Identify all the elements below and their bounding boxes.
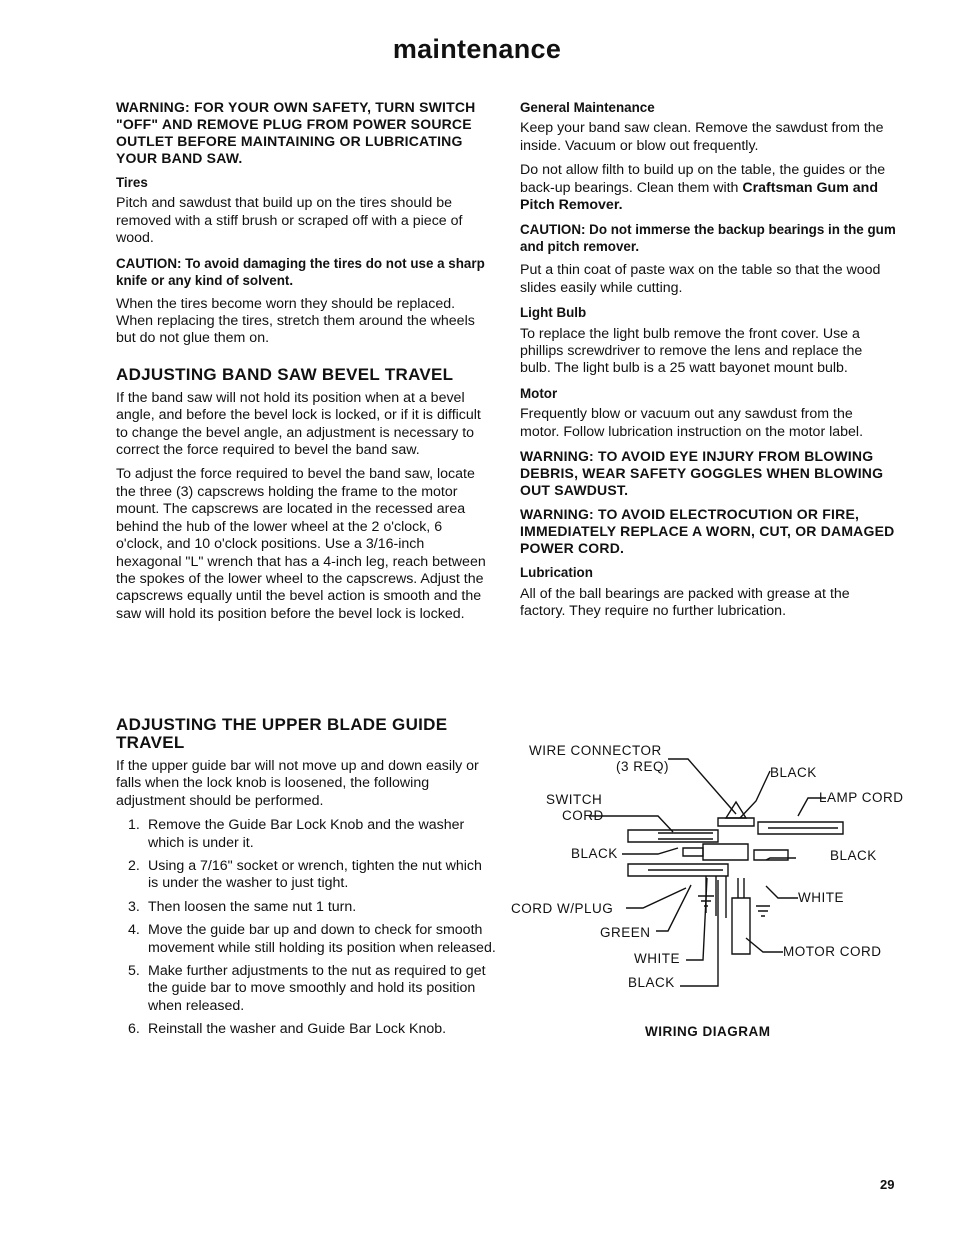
label-white-bottom: WHITE	[634, 951, 680, 966]
motor-heading: Motor	[520, 385, 558, 401]
diagram-caption: WIRING DIAGRAM	[645, 1024, 771, 1039]
leader-line	[656, 885, 691, 931]
leader-line	[746, 938, 783, 952]
eye-injury-warning: WARNING: TO AVOID EYE INJURY FROM BLOWING DEBRIS, WEAR SAFETY GOGGLES WHEN BLOWING OUT SAWDUST.	[520, 448, 884, 499]
leader-line	[740, 771, 770, 818]
light-bulb-heading: Light Bulb	[520, 305, 587, 321]
guide-section	[116, 716, 496, 1045]
label-motor-cord: MOTOR CORD	[783, 944, 882, 959]
guide-step	[116, 963, 496, 1015]
guide-step	[116, 1021, 496, 1038]
guide-steps	[116, 817, 496, 1038]
step-text: Using a 7/16" socket or wrench, tighten the nut which is under the washer to just tight.	[148, 858, 482, 892]
leader-line	[668, 759, 736, 814]
bevel-heading: ADJUSTING BAND SAW BEVEL TRAVEL	[116, 364, 454, 384]
step-text: Reinstall the washer and Guide Bar Lock Knob.	[148, 1021, 447, 1038]
guide-step	[116, 858, 496, 893]
motor-cord	[732, 898, 750, 954]
label-wire-connector: WIRE CONNECTOR	[529, 743, 662, 758]
label-black-top: BLACK	[770, 765, 817, 780]
step-number: 5.	[128, 963, 140, 980]
tires-paragraph-2: When the tires become worn they should be replaced. When replacing the tires, stretch them around the wheels but do not glue them on.	[116, 295, 475, 347]
label-black-left: BLACK	[571, 846, 618, 861]
tires-caution: CAUTION: To avoid damaging the tires do not use a sharp knife or any kind of solvent.	[116, 255, 485, 288]
tires-heading: Tires	[116, 175, 148, 190]
label-switch: SWITCH	[546, 792, 603, 807]
page-title: maintenance	[392, 34, 562, 64]
label-black-right: BLACK	[830, 848, 877, 863]
step-text: Move the guide bar up and down to check for smooth movement while still holding its position when released.	[148, 922, 496, 956]
label-black-bottom: BLACK	[628, 975, 675, 990]
guide-step	[116, 817, 496, 852]
left-column	[116, 99, 491, 630]
guide-step	[116, 899, 496, 916]
label-white-right: WHITE	[798, 890, 844, 905]
step-text: Then loosen the same nut 1 turn.	[148, 898, 357, 915]
leader-line	[626, 888, 686, 908]
label-cord-wplug: CORD W/PLUG	[511, 901, 614, 916]
step-number: 1.	[128, 817, 140, 834]
wiring-diagram	[508, 738, 928, 1048]
lubrication-heading: Lubrication	[520, 565, 593, 581]
tires-paragraph-1: Pitch and sawdust that build up on the tires should be removed with a stiff brush or scraped off with a piece of wood.	[116, 195, 463, 247]
light-bulb-paragraph: To replace the light bulb remove the front cover. Use a phillips screwdriver to remove the lens and replace the bulb. The light bulb is a 25 watt bayonet mount bulb.	[520, 325, 863, 377]
general-paragraph-1: Keep your band saw clean. Remove the sawdust from the inside. Vacuum or blow out frequently.	[520, 120, 884, 154]
guide-step	[116, 922, 496, 957]
general-paragraph-2	[520, 162, 896, 214]
page-number: 29	[880, 1177, 895, 1192]
bevel-paragraph-1: If the band saw will not hold its position when at a bevel angle, and before the bevel lock is locked, or if it is difficult to change the bevel angle, an adjustment is necessary to correct the force required to bevel the band saw.	[116, 389, 481, 459]
general-maintenance-heading: General Maintenance	[520, 100, 655, 115]
step-text: Make further adjustments to the nut as required to get the guide bar to move smoothly and hold its position when released.	[148, 963, 486, 1014]
ground-symbol-right	[756, 906, 770, 916]
label-lamp-cord: LAMP CORD	[819, 790, 904, 805]
safety-warning: WARNING: FOR YOUR OWN SAFETY, TURN SWITCH "OFF" AND REMOVE PLUG FROM POWER SOURCE OUTLET BEFORE MAINTAINING OR LUBRICATING YOUR BAND SAW.	[116, 99, 476, 166]
step-number: 6.	[128, 1021, 140, 1038]
motor-paragraph: Frequently blow or vacuum out any sawdust from the motor. Follow lubrication instruction on the motor label.	[520, 406, 864, 440]
step-number: 2.	[128, 858, 140, 875]
guide-heading: ADJUSTING THE UPPER BLADE GUIDE TRAVEL	[116, 715, 448, 752]
lubrication-paragraph: All of the ball bearings are packed with grease at the factory. They require no further lubrication.	[520, 585, 850, 619]
step-number: 3.	[128, 898, 140, 915]
center-junction	[703, 844, 748, 860]
leader-line	[622, 848, 678, 854]
right-column	[520, 99, 896, 627]
label-req: (3 REQ)	[616, 759, 670, 774]
label-cord: CORD	[562, 808, 604, 823]
label-green: GREEN	[600, 925, 651, 940]
product-name: Craftsman Gum and Pitch Remover.	[520, 179, 878, 214]
guide-intro: If the upper guide bar will not move up and down easily or falls when the lock knob is loosened, the following adjustment should be performed.	[116, 758, 479, 809]
wire-connector-body	[718, 818, 754, 826]
bevel-paragraph-2: To adjust the force required to bevel the band saw, locate the three (3) capscrews holding the frame to the motor mount. The capscrews are located in the recessed area behind the hub of the lower wheel at the 2 o'clock, 6 o'clock, and 10 o'clock positions. Use a 3/16-inch hexagonal "L" wrench that has a 4-inch leg, reach between the spokes of the lower wheel to the capscrews. Adjust the capscrews equally until the bevel action is smooth and the saw will hold its position before the bevel lock is locked.	[116, 466, 486, 622]
general-paragraph-2-text: Do not allow filth to build up on the table, the guides or the back-up bearings. Clean them with	[520, 162, 886, 196]
general-paragraph-3: Put a thin coat of paste wax on the table so that the wood slides easily while cutting.	[520, 262, 881, 296]
leader-line	[766, 886, 798, 898]
step-text: Remove the Guide Bar Lock Knob and the washer which is under it.	[148, 817, 465, 851]
general-caution: CAUTION: Do not immerse the backup bearings in the gum and pitch remover.	[520, 222, 896, 255]
step-number: 4.	[128, 922, 140, 939]
motor-cord-wire	[738, 878, 744, 898]
leader-line	[686, 878, 707, 960]
black-wire-left	[683, 848, 703, 856]
electrocution-warning: WARNING: TO AVOID ELECTROCUTION OR FIRE, IMMEDIATELY REPLACE A WORN, CUT, OR DAMAGED POWER CORD.	[520, 506, 895, 557]
